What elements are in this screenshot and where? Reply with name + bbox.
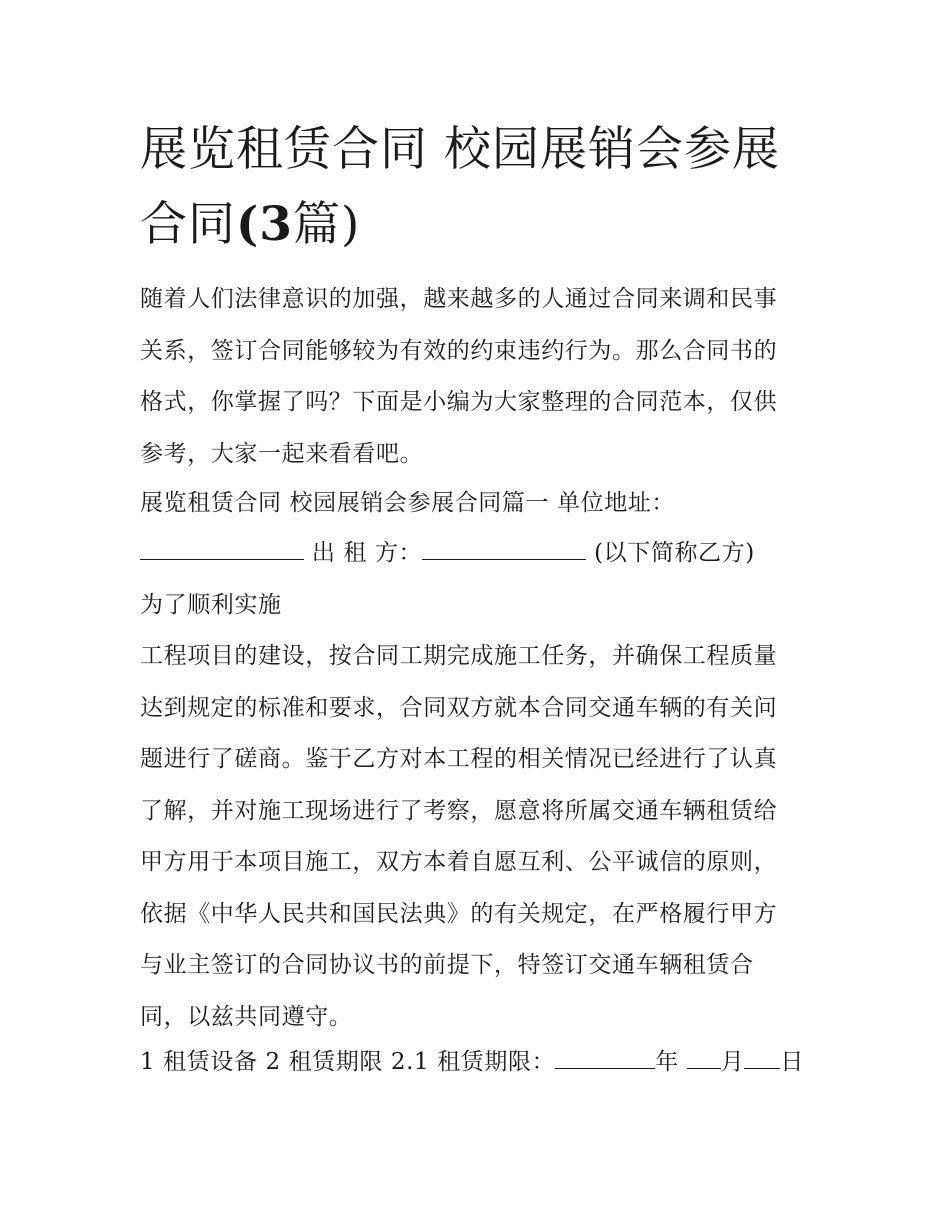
lessor-label: 出 租 方： [311,540,423,566]
body-line: 依据《中华人民共和国民法典》的有关规定，在严格履行甲方 [140,900,778,927]
body-line: 与业主签订的合同协议书的前提下，特签订交通车辆租赁合 [140,952,754,978]
intro-line: 格式，你掌握了吗？下面是小编为大家整理的合同范本，仅供 [140,389,778,415]
intro-line: 关系，签订合同能够较为有效的约束违约行为。那么合同书的 [140,337,778,364]
intro-line: 参考，大家一起来看看吧。 [140,440,424,467]
body-paragraph [140,631,820,1043]
body-line: 了解，并对施工现场进行了考察，愿意将所属交通车辆租赁给 [140,797,778,824]
day-blank [744,1043,780,1069]
purpose-text: 为了顺利实施 [140,592,282,618]
lessor-blank [422,534,586,560]
title-line-2 [140,187,820,262]
month-blank [687,1043,721,1069]
address-blank [140,534,304,560]
title-line-2-suffix: 篇) [292,197,361,252]
title-line-2-bold: (3 [236,197,293,252]
body-line: 达到规定的标准和要求，合同双方就本合同交通车辆的有关问 [140,694,778,721]
body-line: 同，以兹共同遵守。 [140,1003,353,1030]
section-heading-text: 展览租赁合同 校园展销会参展合同篇一 单位地址： [140,490,676,516]
day-label: 日 [780,1049,804,1075]
terms-line [140,1037,820,1089]
party-info-line [140,528,820,580]
terms-text [140,1037,820,1089]
body-line: 工程项目的建设，按合同工期完成施工任务，并确保工程质量 [140,643,778,669]
year-blank [555,1043,655,1069]
lessee-note: (以下简称乙方) [594,540,755,566]
body-line: 甲方用于本项目施工，双方本着自愿互利、公平诚信的原则， [140,849,778,875]
title-line-2-prefix: 合同 [140,197,236,252]
title-line-1: 展览租赁合同 校园展销会参展 [140,122,780,177]
document-title [140,112,820,262]
terms-prefix: 1 租赁设备 2 租赁期限 2.1 租赁期限： [140,1049,556,1075]
intro-line: 随着人们法律意识的加强，越来越多的人通过合同来调和民事 [140,286,778,312]
month-label: 月 [720,1049,745,1075]
year-label: 年 [655,1049,679,1075]
section-heading [140,478,820,530]
intro-paragraph [140,274,820,480]
body-line: 题进行了磋商。鉴于乙方对本工程的相关情况已经进行了认真 [140,746,778,772]
purpose-line [140,580,820,632]
party-info-text [140,528,820,580]
